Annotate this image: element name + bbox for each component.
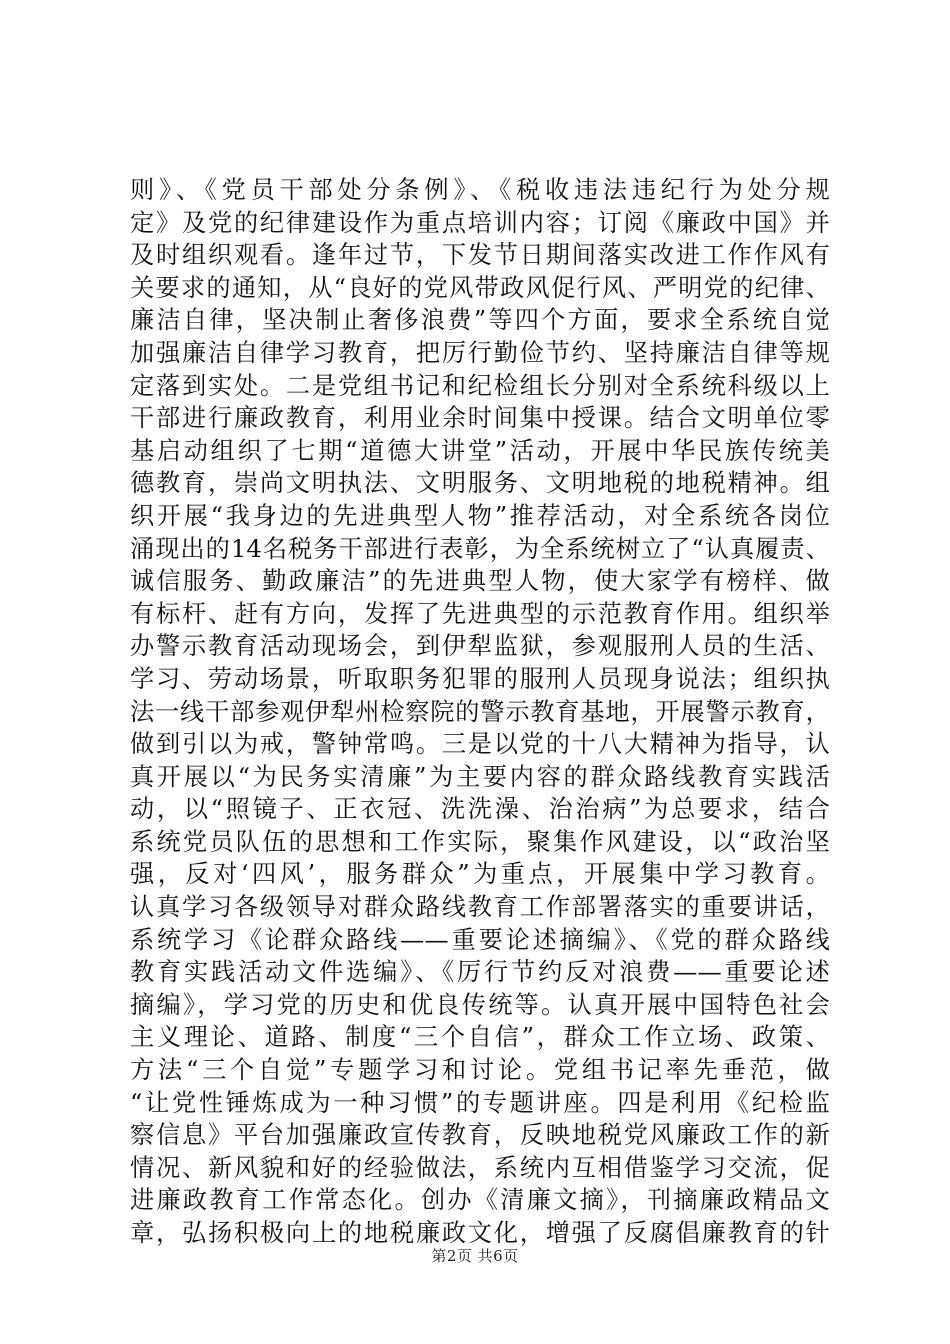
body-text-line: 情况、新风貌和好的经验做法，系统内互相借鉴学习交流，促 (130, 1153, 830, 1182)
body-text-line: 真开展以“为民务实清廉”为主要内容的群众路线教育实践活 (130, 762, 830, 791)
body-text-line: 法一线干部参观伊犁州检察院的警示教育基地，开展警示教育， (130, 697, 830, 726)
page-footer: 第2页 共6页 (431, 1247, 519, 1265)
body-text-line: 方法“三个自觉”专题学习和讨论。党组书记率先垂范，做 (130, 1056, 830, 1085)
body-text-line: 学习、劳动场景，听取职务犯罪的服刑人员现身说法；组织执 (130, 664, 830, 693)
body-text-line: 关要求的通知，从“良好的党风带政风促行风、严明党的纪律、 (130, 273, 830, 302)
body-text (130, 174, 830, 1250)
body-text-line: 涌现出的14名税务干部进行表彰，为全系统树立了“认真履责、 (130, 534, 830, 563)
body-text-line: 摘编》，学习党的历史和优良传统等。认真开展中国特色社会 (130, 990, 830, 1019)
body-text-line: 系统学习《论群众路线——重要论述摘编》、《党的群众路线 (130, 925, 830, 954)
body-text-line: 察信息》平台加强廉政宣传教育，反映地税党风廉政工作的新 (130, 1121, 830, 1150)
body-text-line: 进廉政教育工作常态化。创办《清廉文摘》，刊摘廉政精品文 (130, 1186, 830, 1215)
body-text-line: 做到引以为戒，警钟常鸣。三是以党的十八大精神为指导，认 (130, 730, 830, 759)
body-text-line: 廉洁自律，坚决制止奢侈浪费”等四个方面，要求全系统自觉 (130, 306, 830, 335)
body-text-line: 主义理论、道路、制度“三个自信”，群众工作立场、政策、 (130, 1023, 830, 1052)
body-text-line: 基启动组织了七期“道德大讲堂”活动，开展中华民族传统美 (130, 436, 830, 465)
body-text-line: 认真学习各级领导对群众路线教育工作部署落实的重要讲话， (130, 893, 830, 922)
body-text-line: 德教育，崇尚文明执法、文明服务、文明地税的地税精神。组 (130, 469, 830, 498)
body-text-line: 强，反对‘四风’，服务群众”为重点，开展集中学习教育。 (130, 860, 830, 889)
body-text-line: 办警示教育活动现场会，到伊犁监狱，参观服刑人员的生活、 (130, 632, 830, 661)
body-text-line: 有标杆、赶有方向，发挥了先进典型的示范教育作用。组织举 (130, 599, 830, 628)
body-text-line: 则》、《党员干部处分条例》、《税收违法违纪行为处分规 (130, 176, 830, 204)
body-text-line: 及时组织观看。逢年过节，下发节日期间落实改进工作作风有 (130, 241, 830, 270)
body-text-line: 章，弘扬积极向上的地税廉政文化，增强了反腐倡廉教育的针 (130, 1219, 830, 1247)
body-text-line: 诚信服务、勤政廉洁”的先进典型人物，使大家学有榜样、做 (130, 567, 830, 596)
body-text-line: 定落到实处。二是党组书记和纪检组长分别对全系统科级以上 (130, 371, 830, 400)
body-text-line: 定》及党的纪律建设作为重点培训内容；订阅《廉政中国》并 (130, 208, 830, 237)
body-text-line: 织开展“我身边的先进典型人物”推荐活动，对全系统各岗位 (130, 501, 830, 530)
body-text-line: 动，以“照镜子、正衣冠、洗洗澡、治治病”为总要求，结合 (130, 795, 830, 824)
body-text-line: “让党性锤炼成为一种习惯”的专题讲座。四是利用《纪检监 (130, 1088, 830, 1117)
body-text-line: 教育实践活动文件选编》、《厉行节约反对浪费——重要论述 (130, 958, 830, 987)
body-text-line: 加强廉洁自律学习教育，把厉行勤俭节约、坚持廉洁自律等规 (130, 338, 830, 367)
body-text-line: 干部进行廉政教育，利用业余时间集中授课。结合文明单位零 (130, 404, 830, 433)
body-text-line: 系统党员队伍的思想和工作实际，聚集作风建设，以“政治坚 (130, 827, 830, 856)
